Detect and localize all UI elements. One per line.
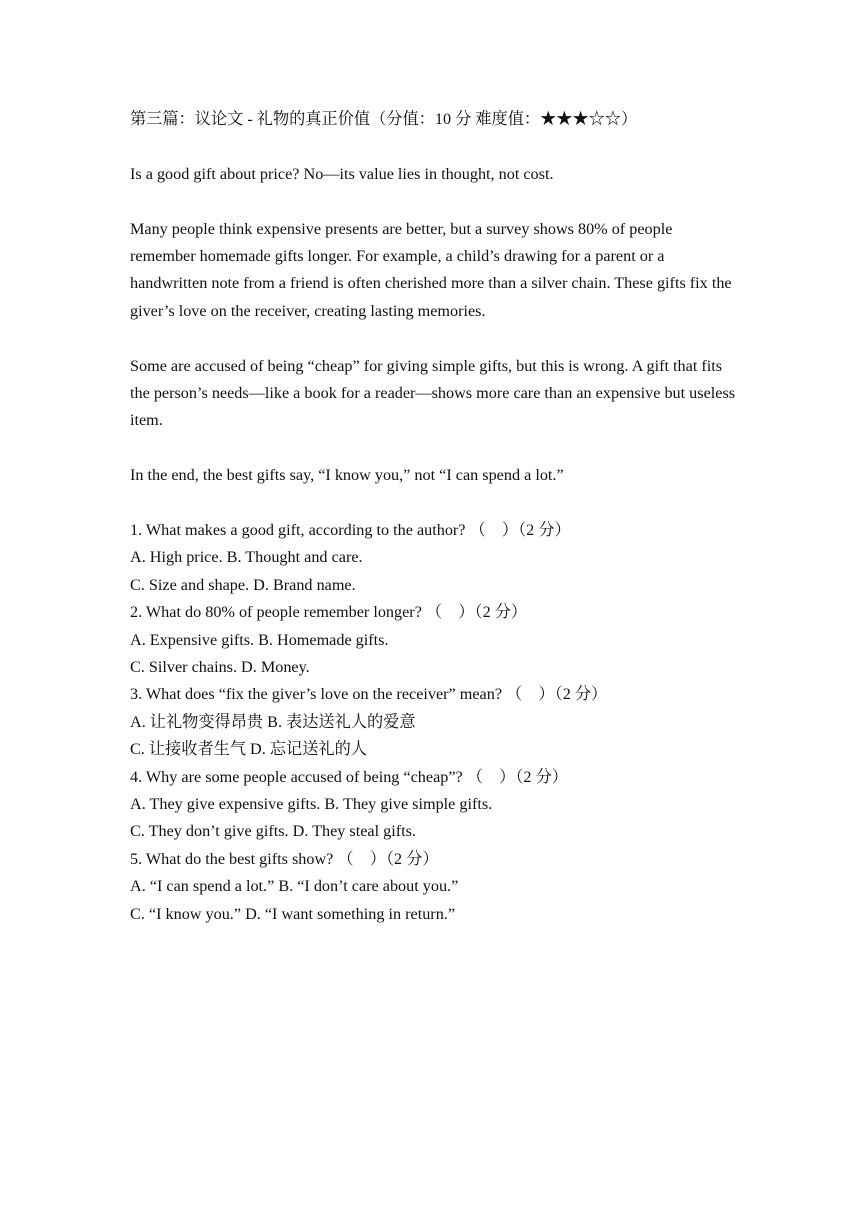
question-options-ab: A. They give expensive gifts. B. They give simple gifts. [130, 795, 493, 814]
question-options-cd: C. Size and shape. D. Brand name. [130, 575, 356, 594]
question-stem: 2. What do 80% of people remember longer? （ ）（2 分） [130, 603, 528, 622]
question-options-ab: A. “I can spend a lot.” B. “I don’t care about you.” [130, 877, 459, 896]
question-options-ab: A. 让礼物变得昂贵 B. 表达送礼人的爱意 [130, 712, 416, 731]
paragraph-survey: Many people think expensive presents are better, but a survey shows 80% of people remember homemade gifts longer. For example, a child’s drawing for a parent or a handwritten note from a friend is often cherished more than a silver chain. These gifts fix the giver’s love on the receiver, creating lasting memories. [130, 219, 732, 320]
question-options-cd: C. Silver chains. D. Money. [130, 658, 310, 677]
question-options-cd: C. “I know you.” D. “I want something in return.” [130, 904, 456, 923]
article-content [130, 106, 740, 928]
article-title: 第三篇：议论文 - 礼物的真正价值（分值：10 分 难度值：★★★☆☆） [130, 110, 638, 128]
paragraph-intro: Is a good gift about price? No—its value lies in thought, not cost. [130, 164, 554, 183]
question-stem: 4. Why are some people accused of being “cheap”? （ ）（2 分） [130, 767, 568, 786]
question-stem: 1. What makes a good gift, according to the author? （ ）（2 分） [130, 521, 571, 540]
question-options-cd: C. They don’t give gifts. D. They steal gifts. [130, 822, 416, 841]
paragraph-cheap: Some are accused of being “cheap” for giving simple gifts, but this is wrong. A gift that fits the person’s needs—like a book for a reader—shows more care than an expensive but useless item. [130, 356, 736, 430]
question-2 [130, 599, 740, 681]
question-5 [130, 846, 740, 928]
question-stem: 3. What does “fix the giver’s love on the receiver” mean? （ ）（2 分） [130, 685, 608, 704]
question-1 [130, 517, 740, 599]
question-options-ab: A. High price. B. Thought and care. [130, 548, 363, 567]
question-stem: 5. What do the best gifts show? （ ）（2 分） [130, 849, 439, 868]
question-options-cd: C. 让接收者生气 D. 忘记送礼的人 [130, 740, 367, 759]
question-3 [130, 681, 740, 763]
question-options-ab: A. Expensive gifts. B. Homemade gifts. [130, 630, 389, 649]
paragraph-conclusion: In the end, the best gifts say, “I know you,” not “I can spend a lot.” [130, 466, 564, 485]
question-4 [130, 764, 740, 846]
question-list [130, 517, 740, 928]
